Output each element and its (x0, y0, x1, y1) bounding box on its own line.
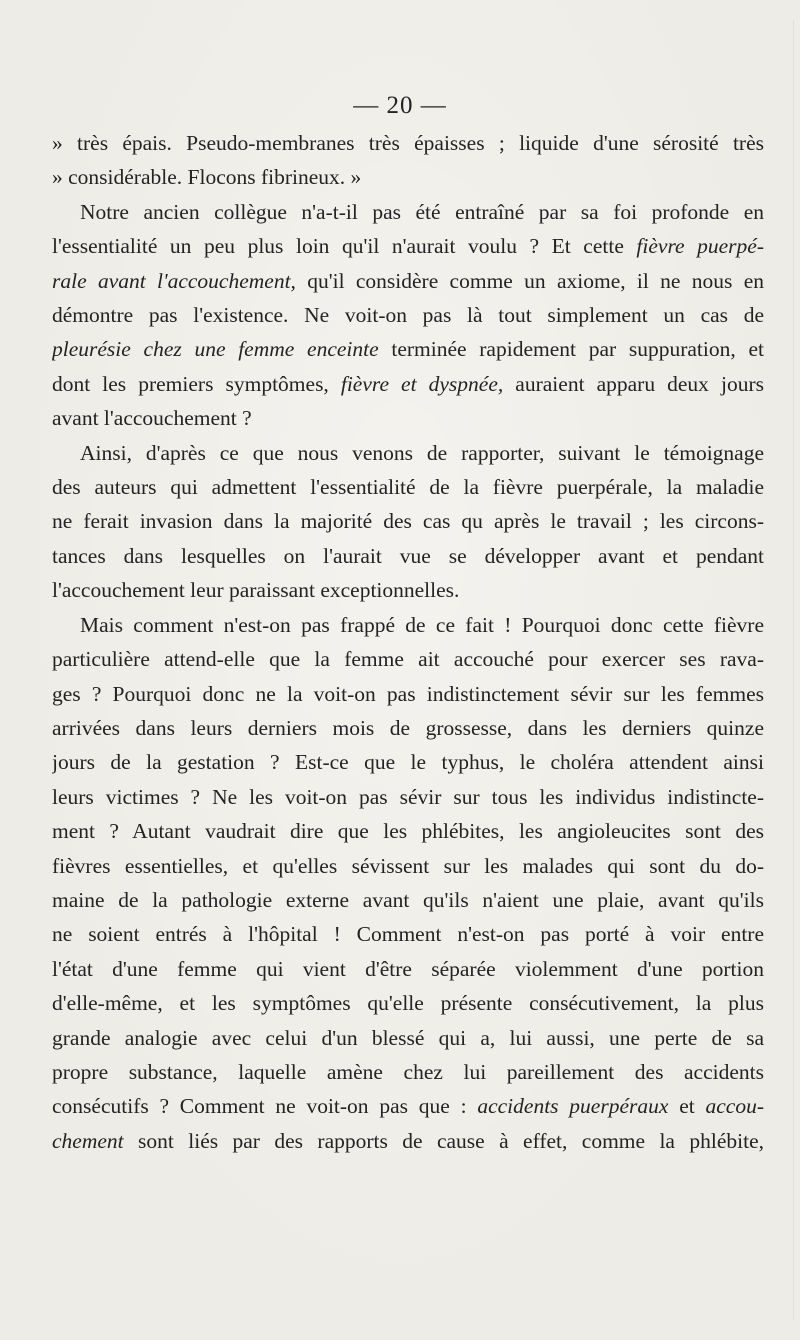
text-line (52, 608, 764, 642)
text-run: » très épais. Pseudo-membranes très épaisses ; liquide d'une sérosité très (52, 131, 764, 155)
text-line (52, 677, 764, 711)
text-run: l'essentialité un peu plus loin qu'il n'aurait voulu ? Et cette (52, 234, 637, 259)
italic-phrase: pleurésie chez une femme enceinte (52, 337, 379, 362)
italic-phrase: accou- (705, 1094, 764, 1119)
text-run: tances dans lesquelles on l'aurait vue se développer avant et pendant (52, 543, 764, 568)
text-run: ment ? Autant vaudrait dire que les phlébites, les angioleucites sont des (52, 819, 764, 844)
italic-phrase: fièvre et dyspnée, (340, 371, 504, 396)
italic-phrase: accidents puerpéraux (477, 1094, 669, 1119)
text-line (52, 264, 764, 298)
text-line (52, 642, 764, 676)
text-line (52, 711, 764, 745)
text-run: qu'il considère comme un axiome, il ne nous en (295, 268, 764, 293)
text-run: grande analogie avec celui d'un blessé qui a, lui aussi, une perte de sa (52, 1025, 764, 1050)
text-line (52, 814, 764, 848)
page-number: — 20 — (353, 92, 447, 119)
text-run: » considérable. Flocons fibrineux. » (52, 165, 362, 190)
text-run: sont liés par des rapports de cause à effet, comme la phlébite, (123, 1128, 764, 1153)
text-line (52, 917, 764, 951)
text-line (52, 883, 764, 917)
text-run: Mais comment n'est-on pas frappé de ce fait ! Pourquoi donc cette fièvre (80, 612, 764, 637)
text-line (52, 195, 764, 229)
text-line (52, 298, 764, 332)
text-line (52, 367, 764, 401)
text-run: l'accouchement leur paraissant exceptionnelles. (52, 578, 460, 603)
text-run: jours de la gestation ? Est-ce que le typhus, le choléra attendent ainsi (52, 750, 764, 775)
text-run: terminée rapidement par suppuration, et (378, 337, 764, 362)
italic-phrase: chement (52, 1128, 124, 1153)
text-run: propre substance, laquelle amène chez lui pareillement des accidents (52, 1059, 764, 1084)
text-line (52, 401, 764, 435)
text-run: ne soient entrés à l'hôpital ! Comment n'est-on pas porté à voir entre (52, 922, 764, 947)
text-line (52, 539, 764, 573)
text-run: maine de la pathologie externe avant qu'ils n'aient une plaie, avant qu'ils (52, 887, 764, 912)
text-run: et (668, 1094, 706, 1119)
text-run: démontre pas l'existence. Ne voit-on pas là tout simplement un cas de (52, 303, 764, 328)
text-line (52, 986, 764, 1020)
text-line (52, 573, 764, 607)
text-line (52, 436, 764, 470)
text-run: d'elle-même, et les symptômes qu'elle présente consécutivement, la plus (52, 991, 764, 1016)
text-line (52, 745, 764, 779)
text-run: arrivées dans leurs derniers mois de grossesse, dans les derniers quinze (52, 715, 764, 740)
text-line (52, 1055, 764, 1089)
text-line (52, 780, 764, 814)
italic-phrase: rale avant l'accouchement, (52, 268, 296, 293)
text-run: fièvres essentielles, et qu'elles sévissent sur les malades qui sont du do- (52, 853, 764, 878)
text-line (52, 470, 764, 504)
text-run: consécutifs ? Comment ne voit-on pas que : (52, 1094, 478, 1119)
text-line (52, 1124, 764, 1158)
text-line (52, 849, 764, 883)
text-run: Notre ancien collègue n'a-t-il pas été entraîné par sa foi profonde en (80, 199, 764, 224)
text-run: dont les premiers symptômes, (52, 371, 341, 396)
text-line (52, 126, 764, 160)
text-run: auraient apparu deux jours (503, 371, 764, 396)
text-line (52, 952, 764, 986)
text-run: ne ferait invasion dans la majorité des cas qu après le travail ; les circons- (52, 509, 764, 534)
text-line (52, 229, 764, 263)
text-line (52, 504, 764, 538)
page-edge-shadow (793, 20, 794, 1320)
text-run: avant l'accouchement ? (52, 406, 252, 431)
text-run: l'état d'une femme qui vient d'être séparée violemment d'une portion (52, 956, 764, 981)
body-text (52, 126, 764, 1158)
text-run: leurs victimes ? Ne les voit-on pas sévir sur tous les individus indistincte- (52, 784, 764, 809)
text-run: ges ? Pourquoi donc ne la voit-on pas indistinctement sévir sur les femmes (52, 681, 764, 706)
text-line (52, 1021, 764, 1055)
text-run: des auteurs qui admettent l'essentialité de la fièvre puerpérale, la maladie (52, 475, 764, 500)
italic-phrase: fièvre puerpé- (636, 234, 764, 259)
text-run: Ainsi, d'après ce que nous venons de rapporter, suivant le témoignage (80, 440, 764, 465)
text-line (52, 1089, 764, 1123)
text-line (52, 160, 764, 194)
text-line (52, 332, 764, 366)
text-run: particulière attend-elle que la femme ait accouché pour exercer ses rava- (52, 647, 764, 672)
